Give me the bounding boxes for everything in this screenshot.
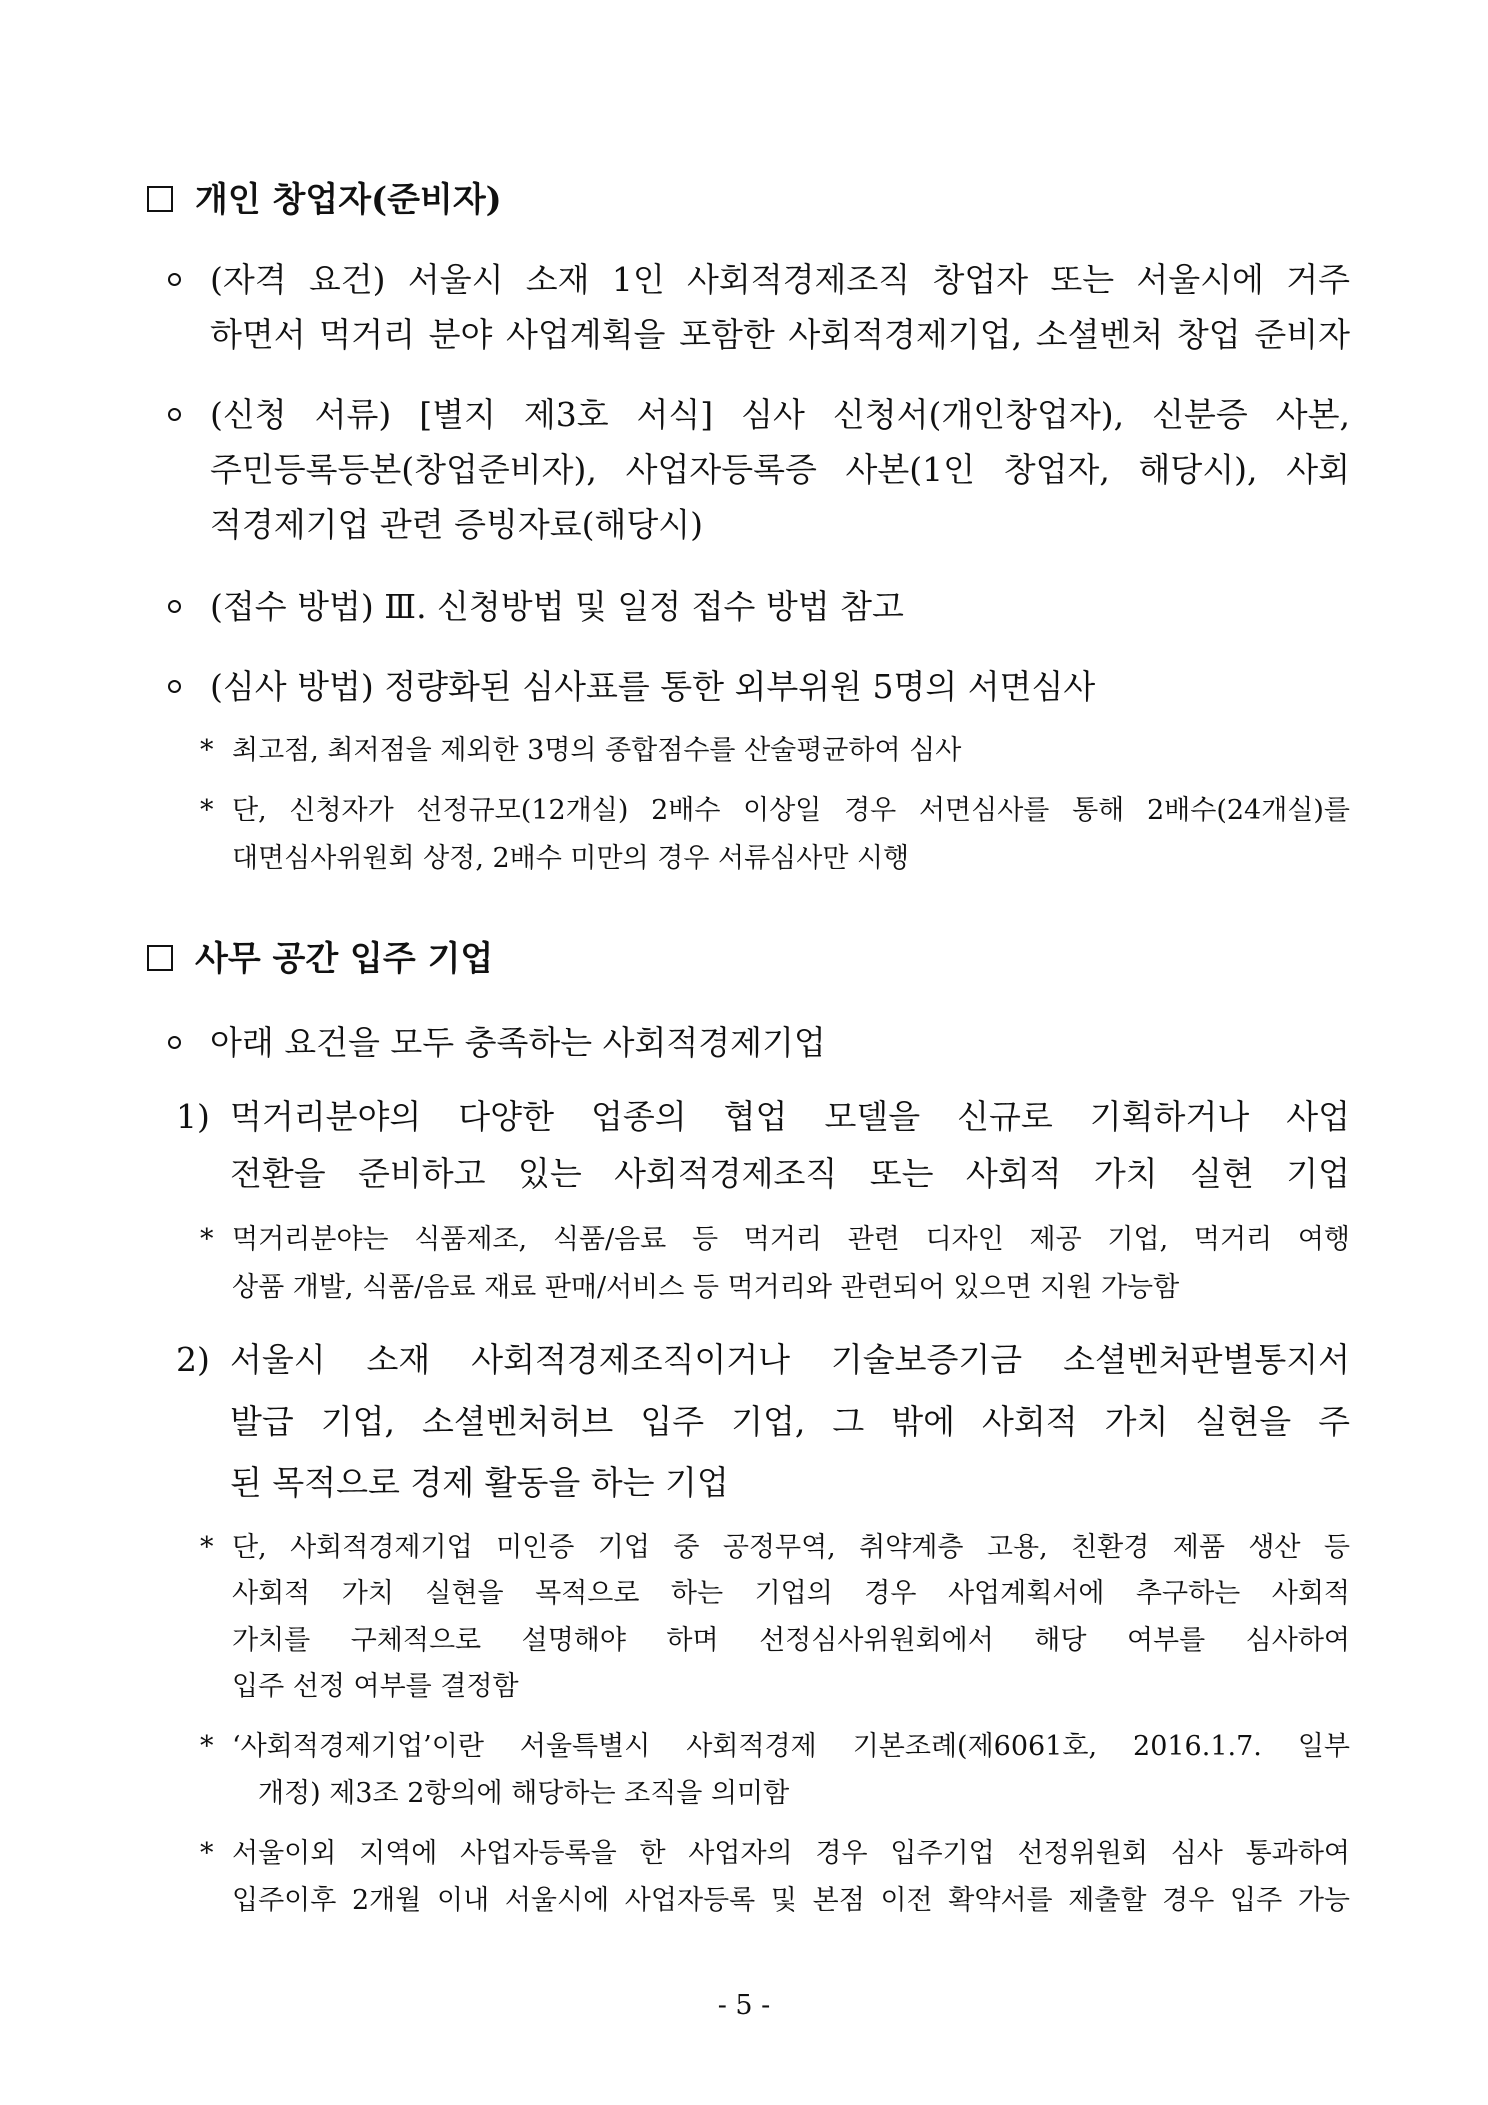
note-line: ‘사회적경제기업’이란 서울특별시 사회적경제 기본조례(제6061호, 2016.1.7. 일부	[232, 1731, 1350, 1762]
bullet-circle-icon	[168, 1036, 181, 1049]
note-line: 입주이후 2개월 이내 서울시에 사업자등록 및 본점 이전 확약서를 제출할 경우 입주 가능	[232, 1885, 1350, 1916]
bullet-circle-icon	[168, 273, 181, 286]
note-line: 먹거리분야는 식품제조, 식품/음료 등 먹거리 관련 디자인 제공 기업, 먹거리 여행	[232, 1224, 1350, 1255]
item-line: 먹거리분야의 다양한 업종의 협업 모델을 신규로 기획하거나 사업	[230, 1097, 1350, 1136]
note-line: 대면심사위원회 상정, 2배수 미만의 경우 서류심사만 시행	[232, 843, 910, 874]
note-line: 가치를 구체적으로 설명해야 하며 선정심사위원회에서 해당 여부를 심사하여	[232, 1625, 1350, 1656]
bullet-circle-icon	[168, 600, 181, 613]
note-line: 서울이외 지역에 사업자등록을 한 사업자의 경우 입주기업 선정위원회 심사 통과하여	[232, 1838, 1350, 1869]
bullet-circle-icon	[168, 408, 181, 421]
item-line: 발급 기업, 소셜벤처허브 입주 기업, 그 밖에 사회적 가치 실현을 주	[230, 1402, 1350, 1441]
note-line: 단, 신청자가 선정규모(12개실) 2배수 이상일 경우 서면심사를 통해 2배수(24개실)를	[232, 795, 1350, 826]
note-line: 단, 사회적경제기업 미인증 기업 중 공정무역, 취약계층 고용, 친환경 제품 생산 등	[232, 1532, 1350, 1563]
note-asterisk: *	[200, 1224, 214, 1255]
checkbox-square-icon	[147, 186, 173, 212]
note-line: 최고점, 최저점을 제외한 3명의 종합점수를 산술평균하여 심사	[232, 735, 962, 766]
item-line: (심사 방법) 정량화된 심사표를 통한 외부위원 5명의 서면심사	[210, 667, 1096, 706]
item-line: 아래 요건을 모두 충족하는 사회적경제기업	[210, 1023, 826, 1062]
item-line: 주민등록등본(창업준비자), 사업자등록증 사본(1인 창업자, 해당시), 사회	[210, 450, 1350, 489]
checkbox-square-icon	[147, 945, 173, 971]
note-asterisk: *	[200, 1838, 214, 1869]
item-line: 서울시 소재 사회적경제조직이거나 기술보증기금 소셜벤처판별통지서	[230, 1340, 1350, 1379]
item-number: 1)	[176, 1097, 210, 1136]
item-line: 하면서 먹거리 분야 사업계획을 포함한 사회적경제기업, 소셜벤처 창업 준비자	[210, 315, 1350, 354]
note-asterisk: *	[200, 795, 214, 826]
note-asterisk: *	[200, 1532, 214, 1563]
note-line: 개정) 제3조 2항의에 해당하는 조직을 의미함	[258, 1778, 790, 1809]
note-line: 사회적 가치 실현을 목적으로 하는 기업의 경우 사업계획서에 추구하는 사회적	[232, 1578, 1350, 1609]
item-line: 적경제기업 관련 증빙자료(해당시)	[210, 505, 704, 544]
note-asterisk: *	[200, 1731, 214, 1762]
note-line: 상품 개발, 식품/음료 재료 판매/서비스 등 먹거리와 관련되어 있으면 지원 가능함	[232, 1272, 1180, 1303]
section-title: 사무 공간 입주 기업	[195, 939, 494, 979]
page-number: - 5 -	[717, 1990, 771, 2021]
note-asterisk: *	[200, 735, 214, 766]
item-line: (신청 서류) [별지 제3호 서식] 심사 신청서(개인창업자), 신분증 사본,	[210, 395, 1350, 434]
section-title: 개인 창업자(준비자)	[195, 180, 502, 220]
note-line: 입주 선정 여부를 결정함	[232, 1671, 519, 1702]
item-line: 전환을 준비하고 있는 사회적경제조직 또는 사회적 가치 실현 기업	[230, 1154, 1350, 1193]
item-line: 된 목적으로 경제 활동을 하는 기업	[230, 1463, 729, 1502]
item-line: (접수 방법) Ⅲ. 신청방법 및 일정 접수 방법 참고	[210, 587, 904, 626]
item-number: 2)	[176, 1340, 210, 1379]
bullet-circle-icon	[168, 680, 181, 693]
item-line: (자격 요건) 서울시 소재 1인 사회적경제조직 창업자 또는 서울시에 거주	[210, 260, 1350, 299]
